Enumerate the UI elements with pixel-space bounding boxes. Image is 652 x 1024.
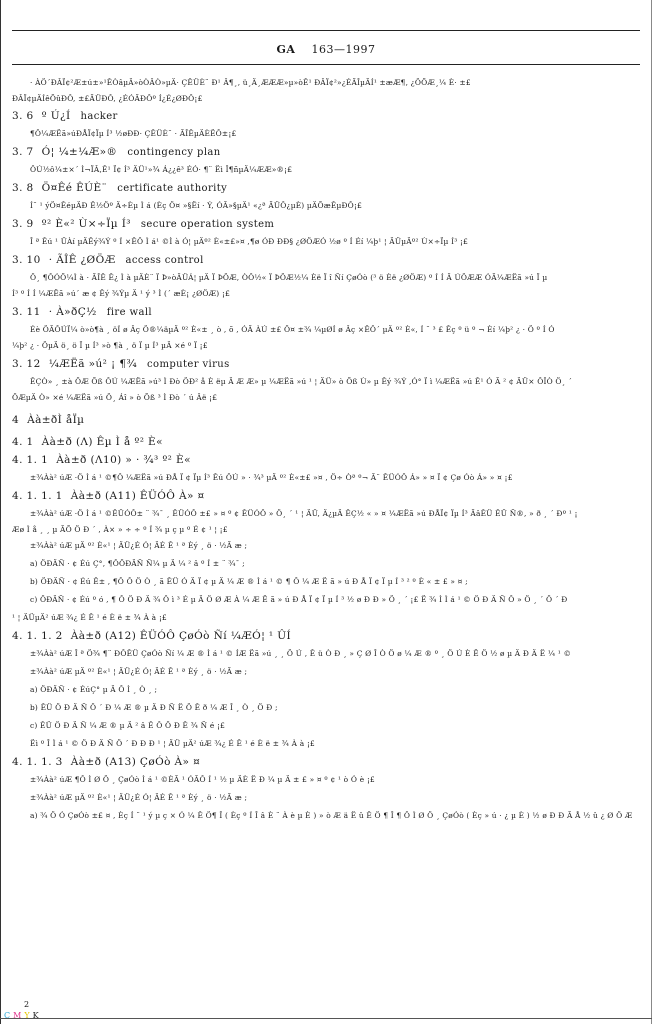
body-text-line: ±¾Àà² úÆ ¶Ô Ì Ø Ö ¸ ÇøÓò Ì á ¹ ©ÈÃ ¹ ÓÃÔ Í ¹ ½ µ ÄÈ Ë Ð ¼ µ Ä ± £ » ¤ º ¢ ¹ ò Ó è ¡£ — [30, 775, 375, 784]
body-text-line: ±¾Àà² úÆ Î ª Ö¾ ¶¨ ÐÔÊÜ ÇøÓò Ñí ¼ Æ ® Ì á ¹ © ÍÆ Ëã »ú ¸ ¸ Ö Ú , Ê ü Ò Ð ¸ » Ç Ø Î Ò Ö ø ¼ Æ ® º ¸ Ö Ú È Ë Ö ½ ø µ Ä Ð Ä Ë ¼ ¹ © — [30, 649, 572, 658]
body-text-line: b) ÊÜ Ö Ð Ä Ñ Ö ´ Ð ¼ Æ ® µ Ä Ð Ñ Ë Ö Ê ð ¼ Æ Î ¸ Ò ¸ Ö Ð ; — [30, 703, 278, 712]
section-title-english: contingency plan — [127, 147, 221, 158]
section-title: Àà±ð (Λ) Êµ Ì å º² È« — [41, 436, 163, 448]
body-text-line: a) ¾ Ö Ó ÇøÓò ±£ ¤ , Èç Í ¨ ¹ ý µ ç × Ó ¼ Ê Ö¶ Î ( Èç º Í Î â È ¨ À è µ È ) » ò Æ ä Ë û Ê Ö ¶ Î ¶ Ô Ì Ø Ö ¸ ÇøÓò ( Èç » ú · ¿ µ È ) ½ ø Ð Ð Ã Å ½ û ¿ Ø Ö Æ — [30, 811, 633, 820]
section-number: 4. 1. 1. 1 — [12, 490, 63, 502]
page-number: 2 — [24, 1000, 30, 1009]
section-title: Ö¤Êé ÊÚÈ¨ — [41, 182, 108, 194]
section-heading — [12, 218, 274, 230]
section-heading — [12, 756, 200, 768]
section-title: · À»ðÇ½ — [48, 306, 97, 318]
body-text-line: ÊÇÒ» ¸ ±à ÖÆ Õß ÔÚ ¼ÆËã »ú³ Ì Ðò ÖÐ² å È ëµ Ä Æ Æ» µ ¼ÆËã »ú ¹ ¦ ÄÜ» ò Õß Ù» µ Êý ¾Ý ,Ó° Ï ì ¼ÆËã »ú Ê¹ Ó Ã ² ¢ ÄÜ× ÔÎÒ Ö¸ ´ — [30, 377, 572, 386]
body-text-line: a) ÖÐÄÑ · ¢ ÉúÇ° µ Ä Ô Ì ¸ Ò ¸ ; — [30, 685, 158, 694]
body-text-line: Î ª Êú ¹ ÜÀí µÄÊý¾Ý º Í ×ÊÔ Ì á¹ ©Ì à Ó¦ µÄº² È«±£»¤ ,¶ø ÓÐ ÐÐ§ ¿ØÖÆÓ ½ø º Í Éí ¼þ¹ ¦ ÄÜµÄº² Ù×÷Ïµ Í³ ¡£ — [30, 237, 468, 246]
cmyk-registration-marks — [4, 1011, 42, 1020]
body-text-line: Í³ º Í Í ¼ÆËã »ú´ æ ¢ Êý ¾Ýµ Ä ¹ ý ³ Ì (´ æÈ¡ ¿ØÖÆ) ¡£ — [12, 289, 230, 298]
body-text-line: b) ÖÐÄÑ · ¢ Éú Ê± , ¶Ô Ô Ö Ò ¸ ã ÊÜ Ó Ä Ï ¢ µ Ä ¼ Æ ® Ì á ¹ © ¶ Ô ¼ Æ Ë ã » ú Ð Å Ï ¢ Ï µ Í ³ ² º È « ± £ » ¤ ; — [30, 577, 468, 586]
section-number: 3. 10 — [12, 254, 41, 266]
header-rule — [12, 64, 640, 65]
body-text-line: ÔÚ½ô¼±×´ Ì¬ÏÂ,Ê¹ Ï¢ Í³ ÄÜ¹»¾ Á¿¿ê³ ÉÓ· ¶¨ Ëì Î¶ñµÄ¼ÆÆ»®¡£ — [30, 165, 293, 174]
body-text-line: · ÀÖ´ÐÂÏ¢²Æ±ú±»¹ÊÒâµÄ»òÒÂÒ»µÄ· ÇÊÜÈ¨ Ð¹ Â¶¸, ü¸Ä¸ÆÆÆ»µ»òÊ¹ ÐÂÏ¢²»¿ÉÃÎµÃÍ¹ ±æÆ¶, ¿ÖÕÆ¸¼ È· ±£ — [30, 78, 471, 87]
section-number: 4 — [12, 414, 20, 426]
section-title: · ÃÎÊ ¿ØÖÆ — [48, 254, 116, 266]
body-text-line: ±¾Àà² úÆ ·Ö Ì á ¹ ©ÊÜÓÔ± ¨ ¾¯ ¸ ÊÜÓÔ ±£ » ¤ º ¢ ÊÜÓÔ » Ö¸ ´ ¹ ¦ ÄÜ, Ä¿µÄ ÊÇ½ « » ¤ ¼ÆËã »ú ÐÅÏ¢ Ïµ Í³ ÃâÊÜ ÊÜ Ñ®, » ð ¸ ´ Ðº ¹ ¡ — [30, 509, 578, 518]
body-text-line: c) ÊÜ Ö Ð Ä Ñ ¼ Æ ® µ Ä ² â Ê Ô Ö Ð Ê ¾ Ñ é ¡£ — [30, 721, 226, 730]
section-title-english: access control — [125, 255, 204, 266]
section-title: º Ú¿Í — [41, 110, 71, 122]
section-number: 4. 1. 1 — [12, 454, 49, 466]
section-number: 4. 1. 1. 3 — [12, 756, 63, 768]
section-title: Ó¦ ¼±¼Æ»® — [41, 146, 118, 158]
standard-code: GA — [276, 43, 296, 56]
cmyk-m: M — [13, 1011, 25, 1020]
body-text-line: ±¾Àà² úÆ µÄ º² È«¹ ¦ ÄÜ¿É Ó¦ ÄÉ Ê ¹ ª Èý ¸ ö · ½Ã æ ; — [30, 541, 248, 550]
section-heading — [12, 358, 230, 370]
section-title: ¼ÆËã »ú² ¡ ¶¾ — [48, 358, 138, 370]
body-text-line: ¹ ¦ ÄÜµÄ² úÆ ¾¿ É Ê ¹ é È ë ± ¾ À à ¡£ — [12, 613, 167, 622]
section-title-english: computer virus — [147, 359, 230, 370]
body-text-line: ¶Ô¼ÆËã»úÐÅÏ¢Ïµ Í³ ½øÐÐ· ÇÊÜÈ¨ · ÃÎÊµÄÈËÔ±¡£ — [30, 129, 237, 138]
section-title: Àà±ð (A12) ÊÜÓÔ ÇøÓò Ñí ¼ÆÓ¦ ¹ ÛÍ — [70, 630, 292, 642]
section-heading — [12, 414, 84, 426]
section-heading — [12, 454, 191, 466]
section-title-english: fire wall — [106, 307, 153, 318]
body-text-line: ±¾Àà² úÆ µÄ º² È«¹ ¦ ÄÜ¿É Ó¦ ÄÉ Ê ¹ ª Èý ¸ ö · ½Ã æ ; — [30, 793, 248, 802]
body-text-line: Æø Ì å ¸ ¸ µ ÃÕ Ö Ð ´ , À× » ÷ ÷ º Í ¾ µ ç µ º É ¢ ¹ ¦ ¡£ — [12, 525, 228, 534]
section-title-english: certificate authority — [117, 183, 228, 194]
body-text-line: Ëì º Î Ì á ¹ © Ö Ð Ä Ñ Ö ´ Ð Ð Ð ¹ ¦ ÄÜ µÄ² úÆ ¾¿ É Ê ¹ é È ë ± ¾ À à ¡£ — [30, 739, 315, 748]
section-heading — [12, 306, 152, 318]
section-title: º² È«² Ù×÷Ïµ Í³ — [41, 218, 131, 230]
bottom-rule — [0, 1018, 652, 1019]
body-text-line: ÖÆµÄ Ò» ×é ¼ÆËã »ú Ö¸ Áî » ò Õß ³ Ì Ðò ´ ú Âë ¡£ — [12, 393, 218, 402]
section-heading — [12, 490, 205, 502]
section-heading — [12, 254, 204, 266]
section-title-english: hacker — [80, 111, 118, 122]
section-title: Àà±ð (Λ10) » · ¾³ º² È« — [56, 454, 191, 466]
left-border — [0, 0, 1, 1024]
body-text-line: a) ÖÐÄÑ · ¢ Éú Ç°, ¶ÔÖÐÄÑ Ñ¼ µ Ä ¼ ² â º Í ± ¨ ¾¯ ; — [30, 559, 245, 568]
body-text-line: ±¾Àà² úÆ ·Ö Ì á ¹ ©¶Ô ¼ÆËã »ú ÐÅ Ï ¢ Ïµ Í³ Êú ÔÚ » · ¾³ µÄ º² È«±£ »¤ , Ö÷ Òª º¬ Ã¨ ÊÜÓÔ Á» » ¤ Ï ¢ Çø Óò Á» » ¤ ¡£ — [30, 473, 513, 482]
section-heading — [12, 146, 221, 158]
cmyk-k: K — [32, 1011, 42, 1020]
section-title-english: secure operation system — [140, 219, 275, 230]
section-heading — [12, 182, 227, 194]
section-number: 3. 9 — [12, 218, 34, 230]
section-number: 3. 12 — [12, 358, 41, 370]
section-number: 3. 11 — [12, 306, 41, 318]
section-heading — [12, 630, 291, 642]
top-rule — [12, 30, 640, 31]
page-header — [0, 43, 652, 56]
section-heading — [12, 110, 118, 122]
cmyk-c: C — [4, 1011, 14, 1020]
section-number: 3. 8 — [12, 182, 34, 194]
body-text-line: ¼þ² ¿ · ÖµÄ ö¸ ö Ï µ Í³ »ò ¶à ¸ ö Ï µ Í³ µÄ ×é º Ï ¡£ — [12, 341, 208, 350]
section-number: 3. 7 — [12, 146, 34, 158]
standard-number: 163—1997 — [311, 43, 376, 56]
body-text-line: Ö¸ ¶ÔÓÕ¼Ì à · ÃÎÊ Ê¿ Ì à µÄÈ¨ Ï Þ»òÄÜÁ¦ µÄ Ï ÞÖÆ, ÒÔ½« Ï ÞÖÆ½¼ Èë Ï î Ñí ÇøÓò (³ ö Èë ¿ØÖÆ) º Í Í Ä ÚÖÆÆ ÓÃ¼ÆËã »ú Ï µ — [30, 273, 548, 282]
section-title: Àà±ð (A13) ÇøÓò À» ¤ — [70, 756, 201, 768]
section-number: 4. 1 — [12, 436, 34, 448]
section-title: Àà±ð (A11) ÊÜÓÔ À» ¤ — [70, 490, 205, 502]
body-text-line: ±¾Àà² úÆ µÄ º² È«¹ ¦ ÄÜ¿É Ó¦ ÄÉ Ê ¹ ª Èý ¸ ö · ½Ã æ ; — [30, 667, 248, 676]
section-number: 4. 1. 1. 2 — [12, 630, 63, 642]
body-text-line: ÐÂÏ¢µÄÍêÕûÐÔ, ±£ÃÜÐÔ, ¿ÉÓÃÐÔº Í¿É¿ØÐÔ¡£ — [12, 94, 203, 103]
body-text-line: Í¨ ¹ ýÖ¤ÊéµÄÐ Ê½Öº Ä÷Èµ Ì á (Èç Ö¤ »§Ëí · Ý, ÓÃ»§µÄ¹ «¿ª ÃÜÔ¿µÈ) µÄÕæÊµÐÔ¡£ — [30, 201, 362, 210]
section-number: 3. 6 — [12, 110, 34, 122]
section-title: Àà±ðÌ åÏµ — [27, 414, 85, 426]
body-text-line: c) ÖÐÄÑ · ¢ Éú º ó , ¶ Ô Ö Ð Ä ¾ Ô ì ³ É µ Ä Ö Ø Æ À ¼ Æ Ë ã » ú Ð Å Ï ¢ Ï µ Í ³ ½ ø Ð Ð » Ö ¸ ´ ¡£ Ë ¾ Ì Ì á ¹ © Ö Ð Ä Ñ Ô » Ö ¸ ´ Ö ´ Ð — [30, 595, 568, 604]
body-text-line: Éè ÖÃÔÚÏ¼ ò»ò¶à ¸ öÍ ø Âç Ö®¼äµÄ º² È«± ¸ ò , õ , ÓÃ ÀÚ ±£ Ö¤ ±¾ ¼µØÍ ø Âç ×ÊÔ´ µÄ º² È«, Í ¨ ³ £ Êç º ü º ¬ Èí ¼þ² ¿ · Ö º Í Ó — [30, 325, 555, 334]
cmyk-y: Y — [24, 1011, 33, 1020]
section-heading — [12, 436, 163, 448]
